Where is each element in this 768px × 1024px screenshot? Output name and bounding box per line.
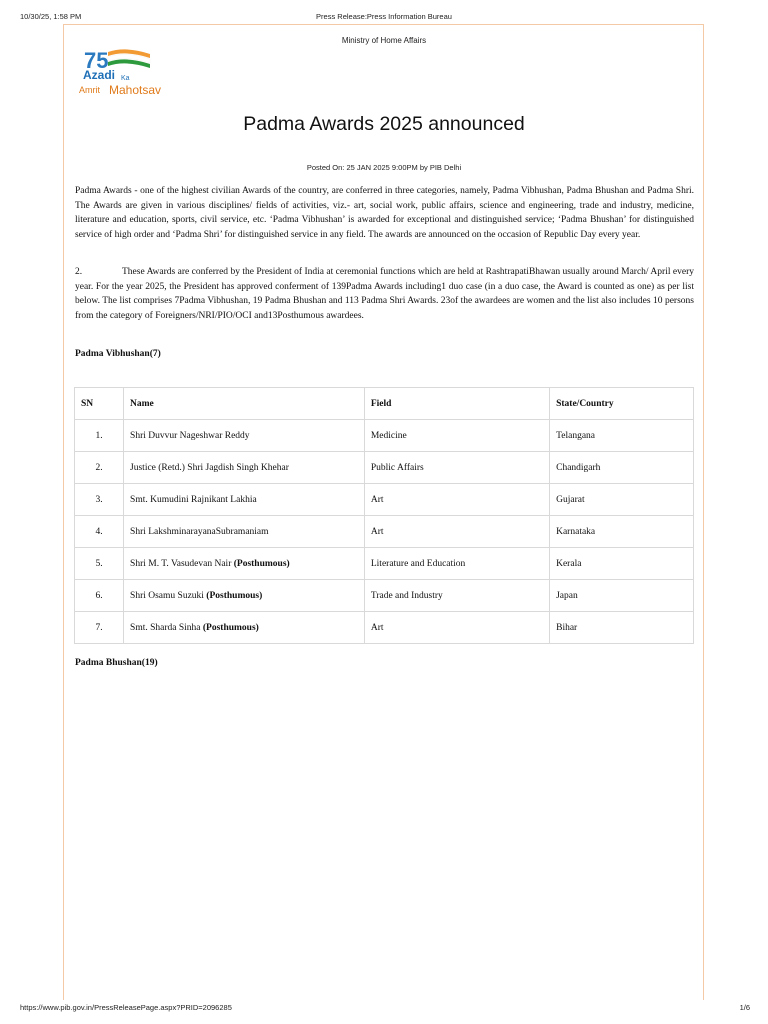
table-row: [75, 452, 694, 484]
table-row: [75, 420, 694, 452]
logo-numeral: 75: [84, 48, 109, 73]
cell-name: Shri Duvvur Nageshwar Reddy: [124, 420, 365, 452]
table-row: [75, 548, 694, 580]
cell-sn: 4.: [75, 516, 124, 548]
cell-sn: 1.: [75, 420, 124, 452]
cell-name: Shri LakshminarayanaSubramaniam: [124, 516, 365, 548]
print-page-number: 1/6: [739, 1003, 750, 1012]
cell-name: Smt. Kumudini Rajnikant Lakhia: [124, 484, 365, 516]
cell-name: Shri M. T. Vasudevan Nair (Posthumous): [124, 548, 365, 580]
print-title: Press Release:Press Information Bureau: [316, 12, 452, 21]
logo-mahotsav: Mahotsav: [109, 83, 162, 97]
logo-azadi: Azadi: [83, 68, 116, 82]
header-field: Field: [364, 388, 549, 420]
cell-field: Literature and Education: [364, 548, 549, 580]
padma-vibhushan-table: [74, 387, 694, 644]
cell-state: Kerala: [550, 548, 694, 580]
cell-state: Japan: [550, 580, 694, 612]
cell-field: Art: [364, 484, 549, 516]
header-state: State/Country: [550, 388, 694, 420]
cell-sn: 3.: [75, 484, 124, 516]
print-url-link[interactable]: https://www.pib.gov.in/PressReleasePage.aspx?PRID=2096285: [20, 1003, 232, 1012]
cell-sn: 5.: [75, 548, 124, 580]
cell-field: Art: [364, 612, 549, 644]
table-row: [75, 484, 694, 516]
cell-field: Art: [364, 516, 549, 548]
cell-sn: 7.: [75, 612, 124, 644]
cell-name: Smt. Sharda Sinha (Posthumous): [124, 612, 365, 644]
paragraph-1: Padma Awards - one of the highest civilian Awards of the country, are conferred in three categories, namely, Padma Vibhushan, Padma Bhushan and Padma Shri. The Awards are given in various disciplines/ fields of activities, viz.- art, social work, public affairs, science and engineering, trade and industry, medicine, literature and education, sports, civil service, etc. ‘Padma Vibhushan’ is awarded for exceptional and distinguished service; ‘Padma Bhushan’ for distinguished service of high order and ‘Padma Shri’ for distinguished service in any field. The awards are announced on the occasion of Republic Day every year.: [75, 186, 694, 240]
logo-ka: Ka: [121, 75, 130, 82]
table-row: [75, 580, 694, 612]
page-title: Padma Awards 2025 announced: [243, 113, 525, 135]
cell-state: Karnataka: [550, 516, 694, 548]
ministry-name: Ministry of Home Affairs: [341, 36, 427, 45]
posted-on: Posted On: 25 JAN 2025 9:00PM by PIB Delhi: [306, 163, 462, 172]
logo-amrit: Amrit: [79, 85, 100, 95]
cell-sn: 6.: [75, 580, 124, 612]
section-heading-padma-vibhushan: Padma Vibhushan(7): [75, 349, 161, 359]
paragraph-2-number: 2.: [75, 267, 83, 277]
cell-state: Chandigarh: [550, 452, 694, 484]
paragraph-2: [75, 265, 694, 323]
table-row: [75, 612, 694, 644]
cell-field: Medicine: [364, 420, 549, 452]
table-row: [75, 516, 694, 548]
section-heading-padma-bhushan: Padma Bhushan(19): [75, 658, 158, 668]
cell-sn: 2.: [75, 452, 124, 484]
cell-field: Public Affairs: [364, 452, 549, 484]
paragraph-2-text: These Awards are conferred by the President of India at ceremonial functions which are held at RashtrapatiBhawan usually around March/ April every year. For the year 2025, the President has approved conferment of 139Padma Awards including1 duo case (in a duo case, the Award is counted as one) as per list below. The list comprises 7Padma Vibhushan, 19 Padma Bhushan and 113 Padma Shri Awards. 23of the awardees are women and the list also includes 10 persons from the category of Foreigners/NRI/PIO/OCI and13Posthumous awardees.: [75, 267, 694, 321]
print-datetime: 10/30/25, 1:58 PM: [20, 12, 82, 21]
header-name: Name: [124, 388, 365, 420]
cell-state: Telangana: [550, 420, 694, 452]
cell-field: Trade and Industry: [364, 580, 549, 612]
cell-name: Justice (Retd.) Shri Jagdish Singh Khehar: [124, 452, 365, 484]
table-header-row: [75, 388, 694, 420]
header-sn: SN: [75, 388, 124, 420]
cell-name: Shri Osamu Suzuki (Posthumous): [124, 580, 365, 612]
azadi-ka-amrit-mahotsav-logo: [78, 46, 178, 102]
cell-state: Bihar: [550, 612, 694, 644]
cell-state: Gujarat: [550, 484, 694, 516]
